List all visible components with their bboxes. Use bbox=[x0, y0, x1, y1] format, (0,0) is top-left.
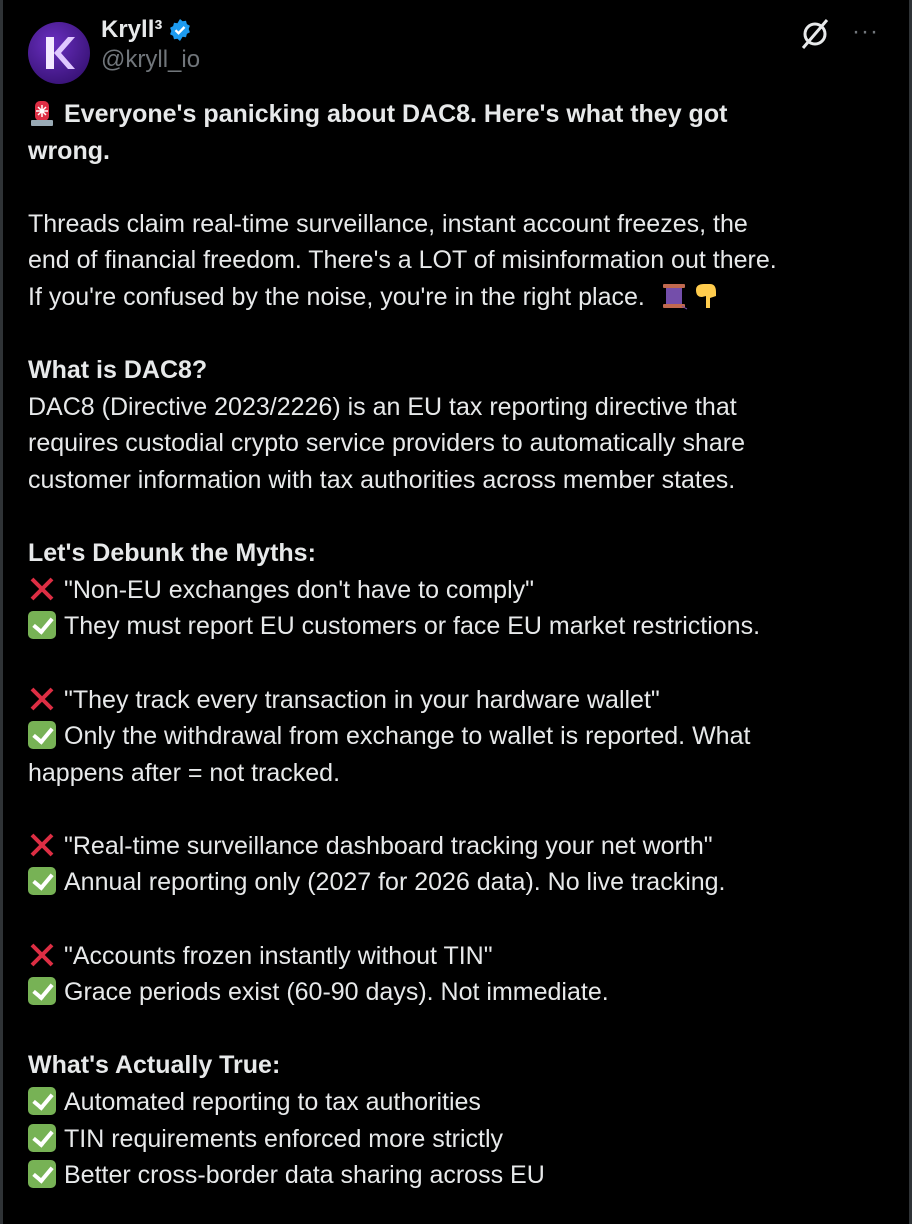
cross-icon bbox=[28, 685, 56, 713]
check-icon bbox=[28, 1160, 56, 1188]
myth-item bbox=[28, 828, 777, 901]
verified-badge-icon bbox=[168, 18, 192, 42]
check-icon bbox=[28, 721, 56, 749]
fact-text: Grace periods exist (60-90 days). Not immediate. bbox=[64, 978, 609, 1007]
headline-line: wrong. bbox=[28, 136, 110, 165]
section-heading: What is DAC8? bbox=[28, 356, 208, 385]
siren-icon bbox=[28, 99, 56, 127]
myth-text: "Non-EU exchanges don't have to comply" bbox=[64, 575, 534, 604]
cross-icon bbox=[28, 941, 56, 969]
grok-icon[interactable] bbox=[800, 18, 830, 55]
intro-line: If you're confused by the noise, you're in the right place. bbox=[28, 282, 645, 311]
myth-text: "They track every transaction in your hardware wallet" bbox=[64, 685, 660, 714]
check-icon bbox=[28, 1087, 56, 1115]
truth-text: TIN requirements enforced more strictly bbox=[64, 1124, 504, 1153]
check-icon bbox=[28, 611, 56, 639]
check-icon bbox=[28, 1124, 56, 1152]
headline-line: Everyone's panicking about DAC8. Here's what they got bbox=[64, 100, 728, 128]
intro-line: Threads claim real-time surveillance, instant account freezes, the bbox=[28, 209, 748, 238]
truth-text: Automated reporting to tax authorities bbox=[64, 1088, 481, 1117]
truth-item bbox=[28, 1157, 777, 1194]
check-icon bbox=[28, 977, 56, 1005]
myth-item bbox=[28, 938, 777, 1011]
section-heading: What's Actually True: bbox=[28, 1051, 281, 1080]
myth-text: "Accounts frozen instantly without TIN" bbox=[64, 941, 493, 970]
truth-item bbox=[28, 1121, 777, 1158]
kryll-logo-icon bbox=[42, 35, 76, 71]
cross-icon bbox=[28, 575, 56, 603]
myth-item bbox=[28, 572, 777, 645]
more-icon[interactable]: ··· bbox=[852, 18, 879, 45]
fact-text: They must report EU customers or face EU market restrictions. bbox=[64, 612, 761, 641]
avatar[interactable] bbox=[28, 22, 90, 84]
intro-line: end of financial freedom. There's a LOT of misinformation out there. bbox=[28, 246, 777, 275]
fact-text: Annual reporting only (2027 for 2026 data). No live tracking. bbox=[64, 868, 726, 897]
fact-text: happens after = not tracked. bbox=[28, 758, 341, 787]
thread-spool-icon bbox=[660, 282, 688, 310]
body-line: requires custodial crypto service providers to automatically share bbox=[28, 429, 745, 458]
truth-text: Better cross-border data sharing across EU bbox=[64, 1161, 545, 1190]
body-line: customer information with tax authorities across member states. bbox=[28, 465, 736, 494]
truth-item bbox=[28, 1084, 777, 1121]
check-icon bbox=[28, 867, 56, 895]
cross-icon bbox=[28, 831, 56, 859]
body-line: DAC8 (Directive 2023/2226) is an EU tax reporting directive that bbox=[28, 392, 737, 421]
author-name-row[interactable] bbox=[101, 16, 192, 44]
pointing-down-icon bbox=[692, 282, 720, 310]
author-name[interactable]: Kryll³ bbox=[101, 16, 163, 43]
section-heading: Let's Debunk the Myths: bbox=[28, 539, 316, 568]
fact-text: Only the withdrawal from exchange to wallet is reported. What bbox=[64, 722, 751, 751]
myth-text: "Real-time surveillance dashboard tracking your net worth" bbox=[64, 831, 713, 860]
author-handle[interactable]: @kryll_io bbox=[101, 46, 201, 73]
post-text bbox=[28, 96, 777, 1194]
myth-item bbox=[28, 682, 777, 792]
